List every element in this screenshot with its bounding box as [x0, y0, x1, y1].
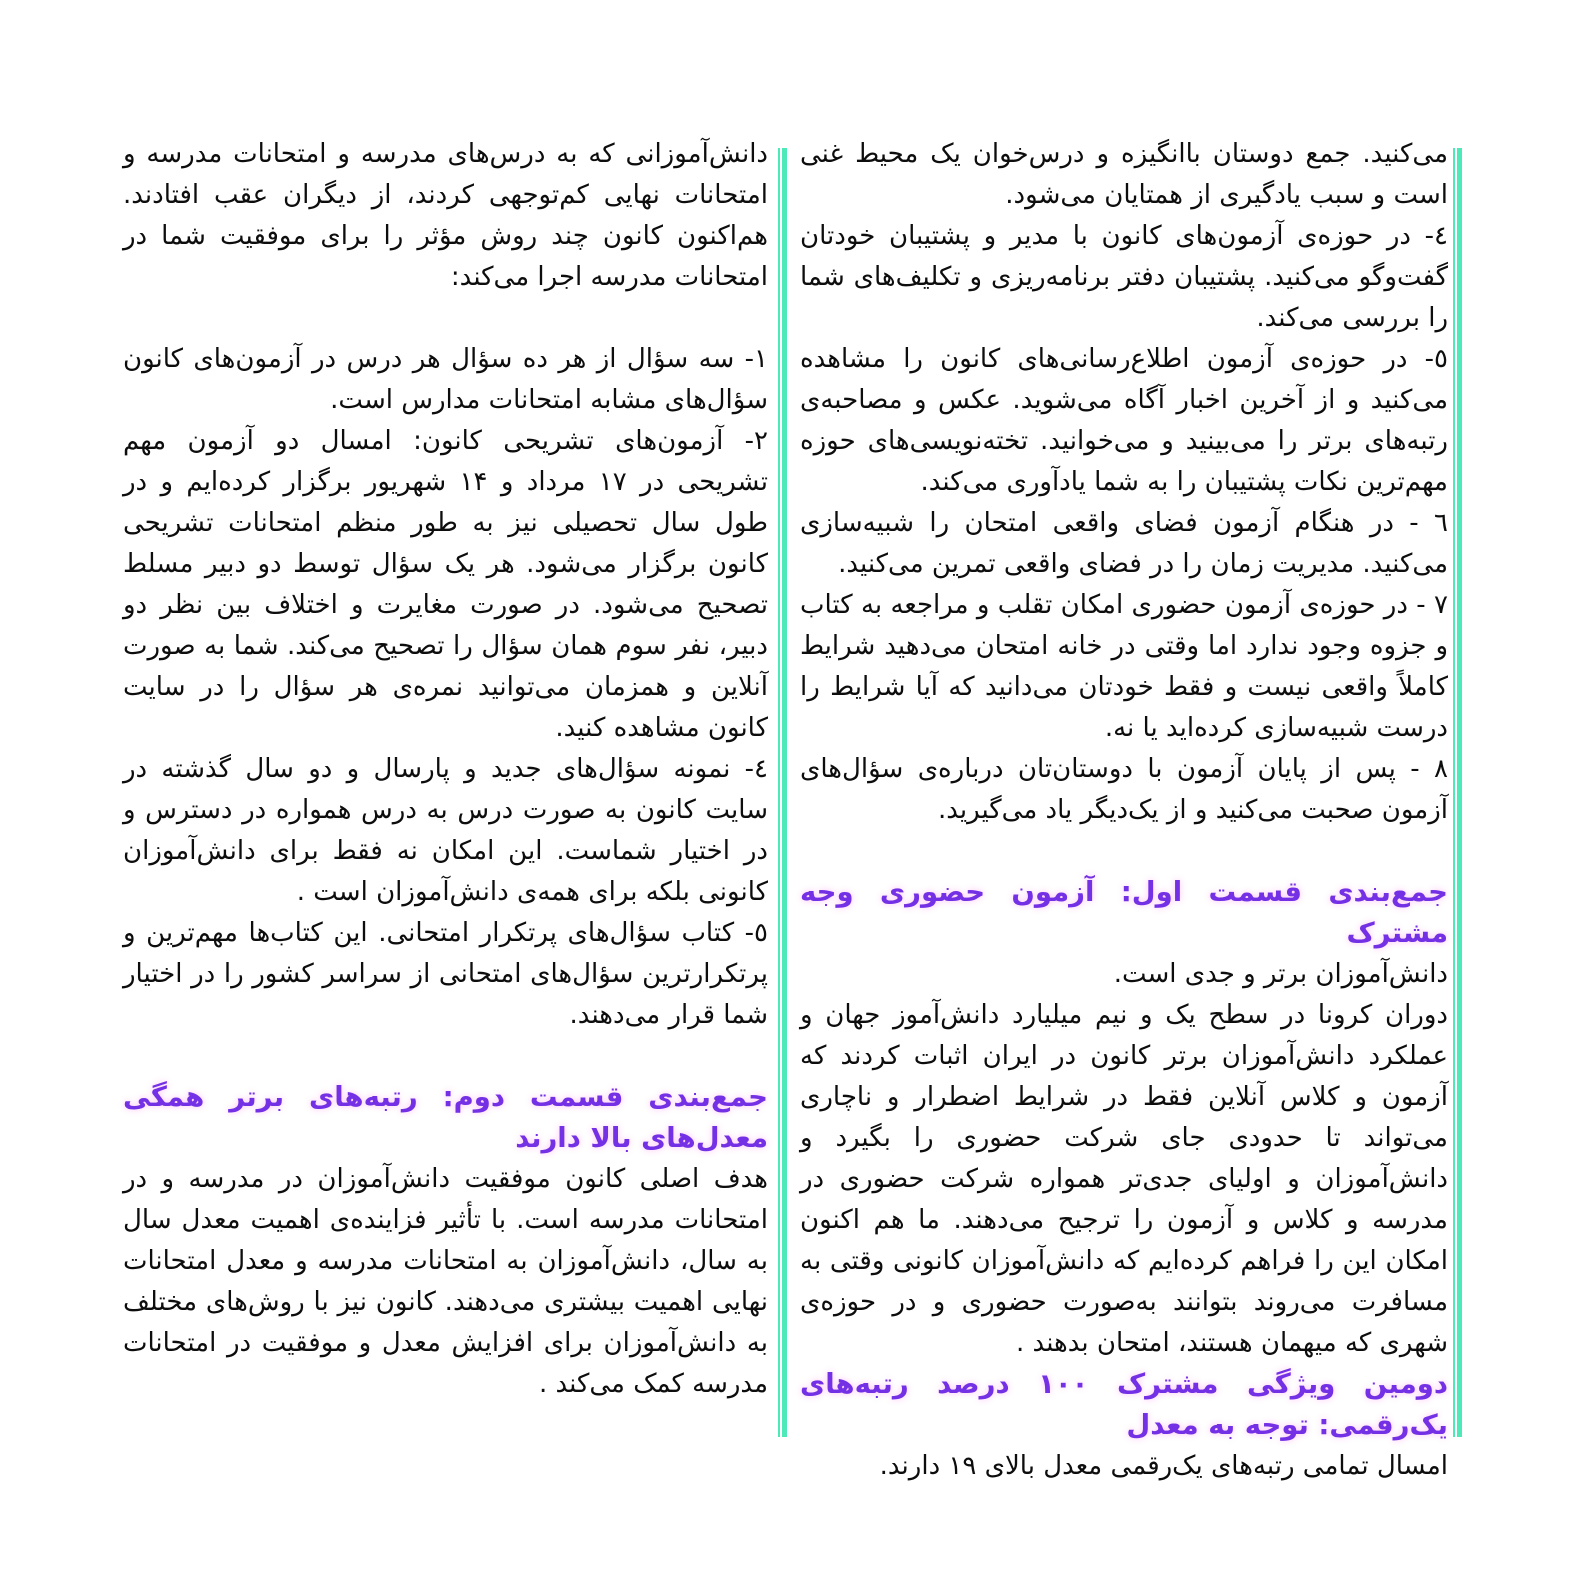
numbered-item-4: ٤- در حوزه‌ی آزمون‌های کانون با مدیر و پشتیبان خودتان گفت‌وگو می‌کنید. پشتیبان دفتر برنامه‌ریزی و تکلیف‌های شما را بررسی می‌کند. [800, 221, 1448, 333]
numbered-item-2: ٢- آزمون‌های تشریحی کانون: امسال دو آزمون مهم تشریحی در ۱۷ مرداد و ۱۴ شهریور برگزار کرده‌ایم و در طول سال تحصیلی نیز به طور منظم امتحانات تشریحی کانون برگزار می‌شود. هر یک سؤال توسط دو دبیر مسلط تصحیح می‌شود. در صورت مغایرت و اختلاف بین نظر دو دبیر، نفر سوم همان سؤال را تصحیح می‌کند. شما به صورت آنلاین و همزمان می‌توانید نمره‌ی هر سؤال را در سایت کانون مشاهده کنید. [123, 426, 768, 743]
numbered-item-8: ٨ - پس از پایان آزمون با دوستان‌تان درباره‌ی سؤال‌های آزمون صحبت می‌کنید و از یک‌دیگر یاد می‌گیرید. [800, 754, 1448, 825]
numbered-item-1: ١- سه سؤال از هر ده سؤال هر درس در آزمون‌های کانون سؤال‌های مشابه امتحانات مدارس است. [123, 344, 768, 415]
numbered-item-7: ٧ - در حوزه‌ی آزمون حضوری امکان تقلب و مراجعه به کتاب و جزوه وجود ندارد اما وقتی در خانه امتحان می‌دهید شرایط کاملاً واقعی نیست و فقط خودتان می‌دانید که آیا شرایط را درست شبیه‌سازی کرده‌اید یا نه. [800, 590, 1448, 743]
rule-thin-line [1453, 148, 1455, 1437]
section-heading-summary-part2: جمع‌بندی قسمت دوم: رتبه‌های برتر همگی معدل‌های بالا دارند [123, 1081, 768, 1154]
numbered-item-4: ٤- نمونه سؤال‌های جدید و پارسال و دو سال گذشته در سایت کانون به صورت درس به درس همواره در دسترس و در اختیار شماست. این امکان نه فقط برای دانش‌آموزان کانونی بلکه برای همه‌ی دانش‌آموزان است . [123, 754, 768, 907]
paragraph-continuation: می‌کنید. جمع دوستان باانگیزه و درس‌خوان یک محیط غنی است و سبب یادگیری از همتایان می‌شود. [800, 139, 1448, 210]
column-right [800, 134, 1448, 1487]
numbered-item-5: ٥- کتاب سؤال‌های پرتکرار امتحانی. این کتاب‌ها مهم‌ترین و پرتکرارترین سؤال‌های امتحانی از سراسر کشور را در اختیار شما قرار می‌دهند. [123, 918, 768, 1030]
rule-thick-line [782, 148, 787, 1437]
numbered-item-5: ٥- در حوزه‌ی آزمون اطلاع‌رسانی‌های کانون را مشاهده می‌کنید و از آخرین اخبار آگاه می‌شوید. عکس و مصاحبه‌ی رتبه‌های برتر را می‌بینید و می‌خوانید. تخته‌نویسی‌های حوزه مهم‌ترین نکات پشتیبان را به شما یادآوری می‌کند. [800, 344, 1448, 497]
paragraph-gpa: امسال تمامی رتبه‌های یک‌رقمی معدل بالای ۱۹ دارند. [879, 1451, 1448, 1481]
paragraph-corona: دوران کرونا در سطح یک و نیم میلیارد دانش‌آموز جهان و عملکرد دانش‌آموزان برتر کانون در ایران اثبات کردند که آزمون و کلاس آنلاین فقط در شرایط اضطرار و ناچاری می‌تواند تا حدودی جای شرکت حضوری را بگیرد و دانش‌آموزان و اولیای جدی‌تر همواره شرکت حضوری در مدرسه و کلاس و آزمون را ترجیح می‌دهند. ما هم اکنون امکان این را فراهم کرده‌ایم که دانش‌آموزان کانونی وقتی به مسافرت می‌روند بتوانند به‌صورت حضوری و در حوزه‌ی شهری که میهمان هستند، امتحان بدهند . [800, 1000, 1448, 1358]
paragraph-heading-continuation: دانش‌آموزان برتر و جدی است. [1113, 959, 1448, 989]
column-rule-middle [778, 148, 787, 1437]
column-left [123, 134, 768, 1405]
rule-thick-line [1457, 148, 1462, 1437]
numbered-item-6: ٦ - در هنگام آزمون فضای واقعی امتحان را شبیه‌سازی می‌کنید. مدیریت زمان را در فضای واقعی تمرین می‌کنید. [800, 508, 1448, 579]
section-heading-second-feature: دومین ویژگی مشترک ۱۰۰ درصد رتبه‌های یک‌رقمی: توجه به معدل [800, 1368, 1448, 1441]
section-heading-summary-part1: جمع‌بندی قسمت اول: آزمون حضوری وجه مشترک [800, 876, 1448, 949]
column-rule-right [1453, 148, 1462, 1437]
rule-thin-line [778, 148, 780, 1437]
paragraph-intro: دانش‌آموزانی که به درس‌های مدرسه و امتحانات مدرسه و امتحانات نهایی کم‌توجهی کردند، از دیگران عقب افتادند. هم‌اکنون کانون چند روش مؤثر را برای موفقیت شما در امتحانات مدرسه اجرا می‌کند: [123, 139, 768, 292]
paragraph-goal: هدف اصلی کانون موفقیت دانش‌آموزان در مدرسه و در امتحانات مدرسه است. با تأثیر فزاینده‌ی اهمیت معدل سال به سال، دانش‌آموزان به امتحانات مدرسه و معدل امتحانات نهایی اهمیت بیشتری می‌دهند. کانون نیز با روش‌های مختلف به دانش‌آموزان برای افزایش معدل و موفقیت در امتحانات مدرسه کمک می‌کند . [123, 1164, 768, 1399]
